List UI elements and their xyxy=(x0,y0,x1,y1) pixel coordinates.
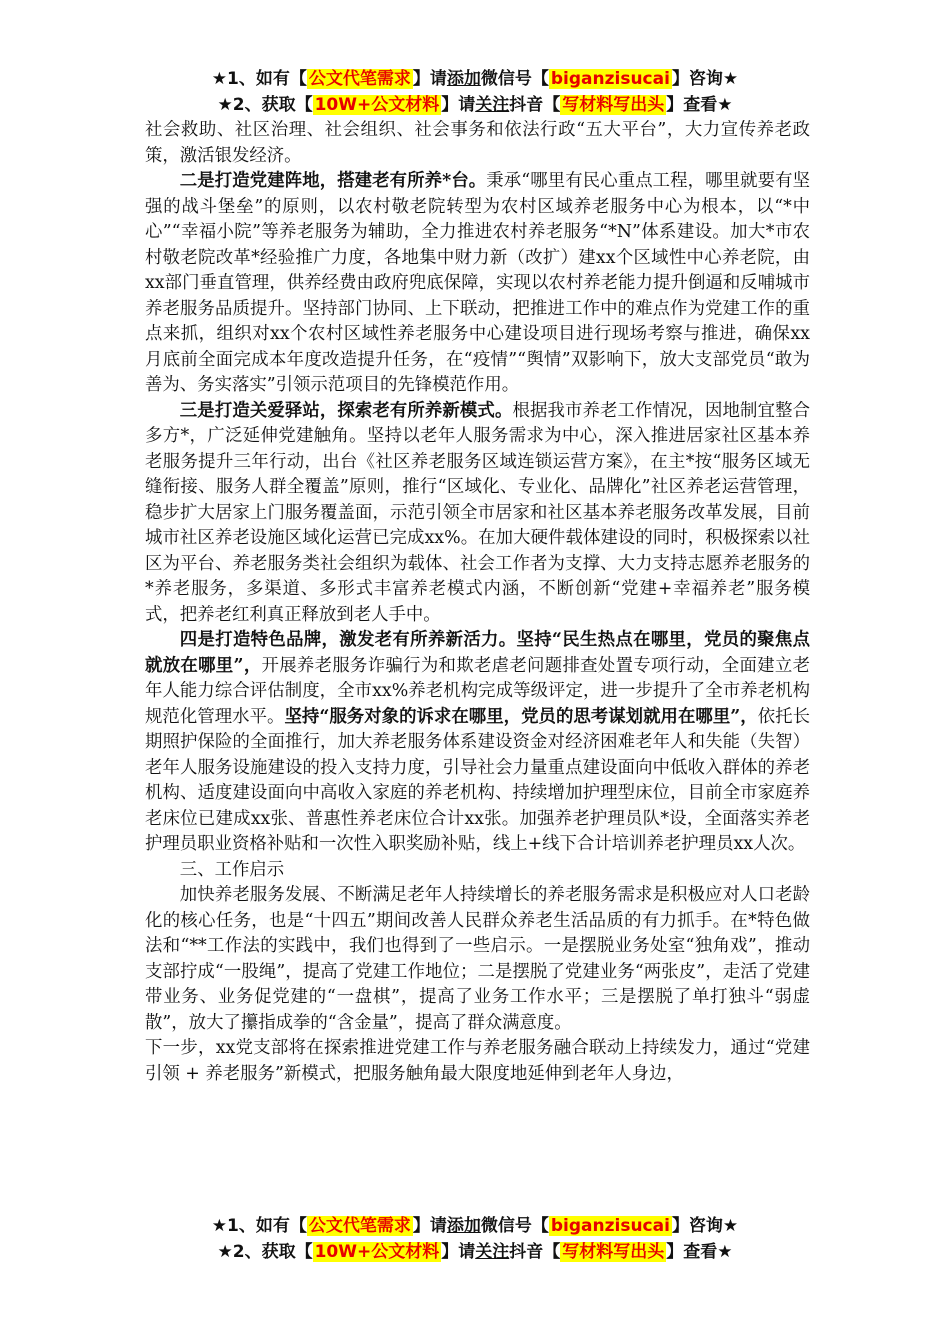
highlight-ghostwriting: 公文代笔需求 xyxy=(308,69,411,89)
footer-banner xyxy=(0,1213,950,1265)
highlight-materials: 10W+公文材料 xyxy=(314,95,440,115)
banner-line-1: ★1、如有【 公文代笔需求 】请添加微信号【 biganzisucai 】咨询★ xyxy=(211,69,739,89)
highlight-douyin-account: 写材料写出头 xyxy=(562,95,665,115)
paragraph-heading: 四是打造特色品牌，激发老有所养新活力。坚持“民生热点在哪里，党员的聚焦点就放在哪里”， xyxy=(145,630,810,676)
paragraph-heading: 二是打造党建阵地，搭建老有所养*台。 xyxy=(179,171,487,191)
paragraph-subheading: 坚持“服务对象的诉求在哪里，党员的思考谋划就用在哪里”， xyxy=(284,706,758,727)
section-heading: 三、工作启示 xyxy=(179,859,285,880)
highlight-douyin-account: 写材料写出头 xyxy=(562,1242,665,1262)
paragraph-insights: 加快养老服务发展、不断满足老年人持续增长的养老服务需求是积极应对人口老龄化的核心任务，也是“十四五”期间改善人民群众养老生活品质的有力抓手。在*特色做法和“**工作法的实践中，我们也得到了一些启示。一是摆脱业务处室“独角戏”，推动支部拧成“一股绳”，提高了党建工作地位；二是摆脱了党建业务“两张皮”，走活了党建带业务、业务促党建的“一盘棋”，提高了业务工作水平；三是摆脱了单打独斗“弱虚散”，放大了攥指成拳的“含金量”，提高了群众满意度。 xyxy=(145,885,810,1033)
highlight-wechat-id: biganzisucai xyxy=(550,69,670,89)
banner-line-1: ★1、如有【 公文代笔需求 】请添加微信号【 biganzisucai 】咨询★ xyxy=(211,1216,739,1236)
paragraph-next-steps: 下一步，xx党支部将在探索推进党建工作与养老服务融合联动上持续发力，通过“党建引领 + 养老服务”新模式，把服务触角最大限度地延伸到老年人身边， xyxy=(145,1038,810,1084)
paragraph-care-station: 三是打造关爱驿站，探索老有所养新模式。根据我市养老工作情况，因地制宜整合多方*，广泛延伸党建触角。坚持以老年人服务需求为中心，深入推进居家社区基本养老服务提升三年行动，出台《社区养老服务区域连锁运营方案》，在主*按“服务区域无缝衔接、服务人群全覆盖”原则，推行“区域化、专业化、品牌化”社区养老运营管理，稳步扩大居家上门服务覆盖面，示范引领全市居家和社区基本养老服务改革发展，目前城市社区养老设施区域化运营已完成xx%。在加大硬件载体建设的同时，积极探索以社区为平台、养老服务类社会组织为载体、社会工作者为支撑、大力支持志愿养老服务的*养老服务，多渠道、多形式丰富养老模式内涵，不断创新“党建+幸福养老”服务模式，把养老红利真正释放到老人手中。 xyxy=(145,400,810,625)
banner-line-2: ★2、获取【 10W+公文材料 】请关注抖音【 写材料写出头 】查看★ xyxy=(217,1242,733,1262)
header-banner xyxy=(0,66,950,118)
document-body xyxy=(145,118,810,1087)
banner-line-2: ★2、获取【 10W+公文材料 】请关注抖音【 写材料写出头 】查看★ xyxy=(217,95,733,115)
highlight-wechat-id: biganzisucai xyxy=(550,1216,670,1236)
paragraph-continuation: 社会救助、社区治理、社会组织、社会事务和依法行政“五大平台”，大力宣传养老政策，激活银发经济。 xyxy=(145,120,810,166)
paragraph-party-base: 二是打造党建阵地，搭建老有所养*台。秉承“哪里有民心重点工程，哪里就要有坚强的战斗堡垒”的原则，以农村敬老院转型为农村区域养老服务中心为根本，以“*中心”“幸福小院”等养老服务为辅助，全力推进农村养老服务“*N”体系建设。加大*市农村敬老院改革*经验推广力度，各地集中财力新（改扩）建xx个区域性中心养老院，由xx部门垂直管理，供养经费由政府兜底保障，实现以农村养老能力提升倒逼和反哺城市养老服务品质提升。坚持部门协同、上下联动，把推进工作中的难点作为党建工作的重点来抓，组织对xx个农村区域性养老服务中心建设项目进行现场考察与推进，确保xx月底前全面完成本年度改造提升任务，在“疫情”“舆情”双影响下，放大支部党员“敢为善为、务实落实”引领示范项目的先锋模范作用。 xyxy=(145,171,810,395)
paragraph-heading: 三是打造关爱驿站，探索老有所养新模式。 xyxy=(179,400,513,421)
highlight-materials: 10W+公文材料 xyxy=(314,1242,440,1262)
highlight-ghostwriting: 公文代笔需求 xyxy=(308,1216,411,1236)
paragraph-brand: 四是打造特色品牌，激发老有所养新活力。坚持“民生热点在哪里，党员的聚焦点就放在哪里”，开展养老服务诈骗行为和欺老虐老问题排查处置专项行动，全面建立老年人能力综合评估制度，全市xx%养老机构完成等级评定，进一步提升了全市养老机构规范化管理水平。坚持“服务对象的诉求在哪里，党员的思考谋划就用在哪里”，依托长期照护保险的全面推行，加大养老服务体系建设资金对经济困难老年人和失能（失智）老年人服务设施建设的投入支持力度，引导社会力量重点建设面向中低收入群体的养老机构、适度建设面向中高收入家庭的养老机构、持续增加护理型床位，目前全市家庭养老床位已建成xx张、普惠性养老床位合计xx张。加强养老护理员队*设，全面落实养老护理员职业资格补贴和一次性入职奖励补贴，线上+线下合计培训养老护理员xx人次。 xyxy=(145,630,810,854)
